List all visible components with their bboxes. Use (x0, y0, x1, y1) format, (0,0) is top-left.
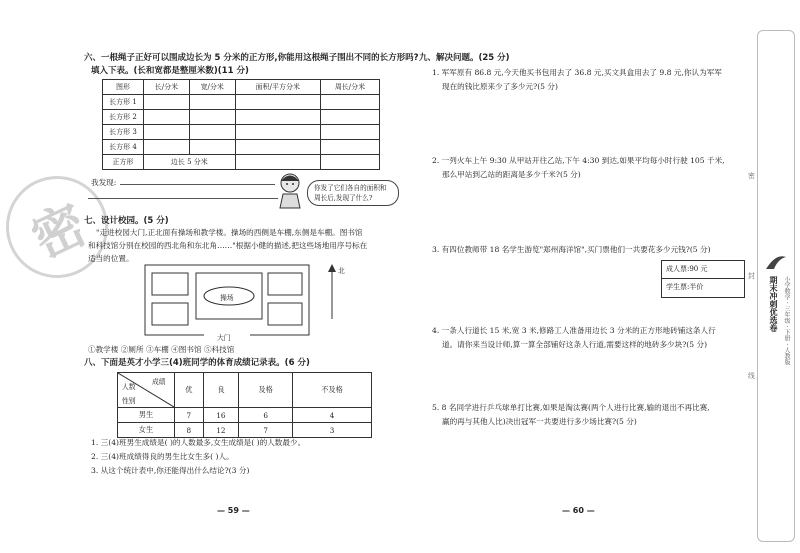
q6-table (102, 79, 380, 170)
corner-top: 成绩 (152, 378, 166, 386)
table-cell: 3 (293, 423, 372, 438)
page-number: — 59 — (217, 506, 250, 515)
problem-1: 1. 军军原有 86.8 元,今天他买书包用去了 36.8 元,买文具盒用去了 9.8 元,你认为军军 (432, 68, 722, 77)
found-label: 我发现: (91, 178, 117, 187)
problem-4: 4. 一条人行道长 15 米,宽 3 米,修路工人准备用边长 3 分米的正方形地砖铺这条人行 (432, 326, 716, 335)
answer-line[interactable] (88, 198, 278, 199)
table-row (118, 373, 372, 408)
q7-text: "走进校园大门,正北面有操场和教学楼。操场的西侧是车棚,东侧是车棚。图书馆 (96, 228, 363, 237)
answer-cell[interactable] (235, 140, 320, 155)
answer-cell[interactable] (320, 95, 379, 110)
table-cell: 7 (175, 408, 204, 423)
q7-text: 适当的位置。 (88, 254, 134, 263)
hint-bubble: 你发了它们各自的面积和周长后,发现了什么? (307, 180, 399, 206)
playground-label: 操场 (220, 294, 234, 302)
table-cell: 16 (203, 408, 239, 423)
table-cell: 7 (239, 423, 293, 438)
ticket-price-box (661, 260, 745, 298)
row-label: 长方形 1 (103, 95, 144, 110)
row-label: 长方形 4 (103, 140, 144, 155)
row-label: 女生 (118, 423, 175, 438)
answer-cell[interactable] (320, 155, 379, 170)
table-row (103, 125, 380, 140)
student-price: 学生票:半价 (666, 283, 704, 291)
q7-title: 七、设计校园。(5 分) (84, 216, 169, 226)
table-cell: 6 (239, 408, 293, 423)
answer-cell[interactable] (235, 155, 320, 170)
problem-3: 3. 有四位教师带 18 名学生游览"郑州海洋馆",买门票他们一共要花多少元钱?(5 分) (432, 245, 711, 254)
problem-1-cont: 现在的钱比原来少了多少元?(5 分) (442, 82, 558, 91)
answer-cell[interactable] (320, 110, 379, 125)
seal-mark: 封 (748, 272, 755, 280)
answer-cell[interactable] (189, 125, 235, 140)
table-row (103, 155, 380, 170)
answer-cell[interactable] (144, 110, 190, 125)
answer-cell[interactable] (235, 110, 320, 125)
confidential-stamp: 密 (0, 159, 125, 295)
adult-price: 成人票:90 元 (662, 261, 744, 279)
table-header: 良 (203, 373, 239, 408)
binding-strip (757, 30, 795, 542)
q6-title: 六、一根绳子正好可以围成边长为 5 分米的正方形,你能用这根绳子围出不同的长方形吗? (84, 53, 419, 63)
corner-cell (118, 373, 175, 408)
table-cell: 4 (293, 408, 372, 423)
row-label: 长方形 2 (103, 110, 144, 125)
q8-table (117, 372, 372, 438)
side-brand: 期末冲刺优选卷 (769, 276, 779, 332)
north-label: 北 (338, 267, 345, 275)
answer-cell[interactable] (189, 95, 235, 110)
seal-mark: 线 (748, 372, 755, 380)
problem-2: 2. 一列火车上午 9:30 从甲站开往乙站,下午 4:30 到达,如果平均每小时行驶 105 千米, (432, 156, 725, 165)
seal-mark: 密 (748, 172, 755, 180)
table-row (103, 140, 380, 155)
answer-cell[interactable] (235, 125, 320, 140)
north-arrow-icon (326, 263, 338, 321)
answer-cell[interactable] (235, 95, 320, 110)
corner-mid: 人数 (122, 383, 136, 391)
table-header: 宽/分米 (189, 80, 235, 95)
girl-illustration (275, 172, 305, 212)
square-side: 边长 5 分米 (144, 155, 236, 170)
answer-cell[interactable] (189, 110, 235, 125)
table-header: 周长/分米 (320, 80, 379, 95)
table-row (118, 423, 372, 438)
row-label: 长方形 3 (103, 125, 144, 140)
table-header: 面积/平方分米 (235, 80, 320, 95)
q8-item-2: 2. 三(4)班成绩得良的男生比女生多( )人。 (91, 452, 234, 461)
table-row (103, 80, 380, 95)
q7-text: 和科技馆分别在校园的西北角和东北角……"根据小健的描述,把这些场地用序号标在 (88, 241, 368, 250)
answer-cell[interactable] (320, 140, 379, 155)
row-label: 男生 (118, 408, 175, 423)
gate-label: 大门 (217, 334, 231, 342)
answer-cell[interactable] (320, 125, 379, 140)
answer-line[interactable] (120, 184, 275, 185)
brand-logo-icon (764, 251, 788, 273)
problem-2-cont: 那么甲站到乙站的距离是多少千米?(5 分) (442, 170, 581, 179)
q7-options: ①教学楼 ②厕所 ③车棚 ④图书馆 ⑤科技馆 (88, 345, 235, 354)
side-subtitle: 小学数学 · 三年级 · 下册 · 人教版 (783, 276, 790, 366)
problem-5: 5. 8 名同学进行乒乓球单打比赛,如果是淘汰赛(两个人进行比赛,输的退出不再比赛, (432, 403, 710, 412)
q8-item-1: 1. 三(4)班男生成绩是( )的人数最多,女生成绩是( )的人数最少。 (91, 438, 306, 447)
row-label: 正方形 (103, 155, 144, 170)
page-number: — 60 — (562, 506, 595, 515)
table-header: 不及格 (293, 373, 372, 408)
table-header: 优 (175, 373, 204, 408)
table-row (118, 408, 372, 423)
table-cell: 12 (203, 423, 239, 438)
table-header: 图形 (103, 80, 144, 95)
table-header: 及格 (239, 373, 293, 408)
table-row (103, 95, 380, 110)
answer-cell[interactable] (144, 140, 190, 155)
table-header: 长/分米 (144, 80, 190, 95)
q6-subtitle: 填入下表。(长和宽都是整厘米数)(11 分) (91, 66, 249, 76)
table-row (103, 110, 380, 125)
q9-title: 九、解决问题。(25 分) (419, 53, 510, 63)
q8-title: 八、下面是英才小学三(4)班同学的体育成绩记录表。(6 分) (84, 358, 310, 368)
campus-map (140, 263, 320, 341)
answer-cell[interactable] (189, 140, 235, 155)
answer-cell[interactable] (144, 125, 190, 140)
problem-4-cont: 道。请你来当设计师,算一算全部铺好这条人行道,需要这样的地砖多少块?(5 分) (442, 340, 708, 349)
table-cell: 8 (175, 423, 204, 438)
answer-cell[interactable] (144, 95, 190, 110)
problem-5-cont: 赢的再与其他人比)决出冠军一共要进行多少场比赛?(5 分) (442, 417, 637, 426)
q8-item-3: 3. 从这个统计表中,你还能得出什么结论?(3 分) (91, 466, 250, 475)
corner-bottom: 性别 (122, 397, 136, 405)
